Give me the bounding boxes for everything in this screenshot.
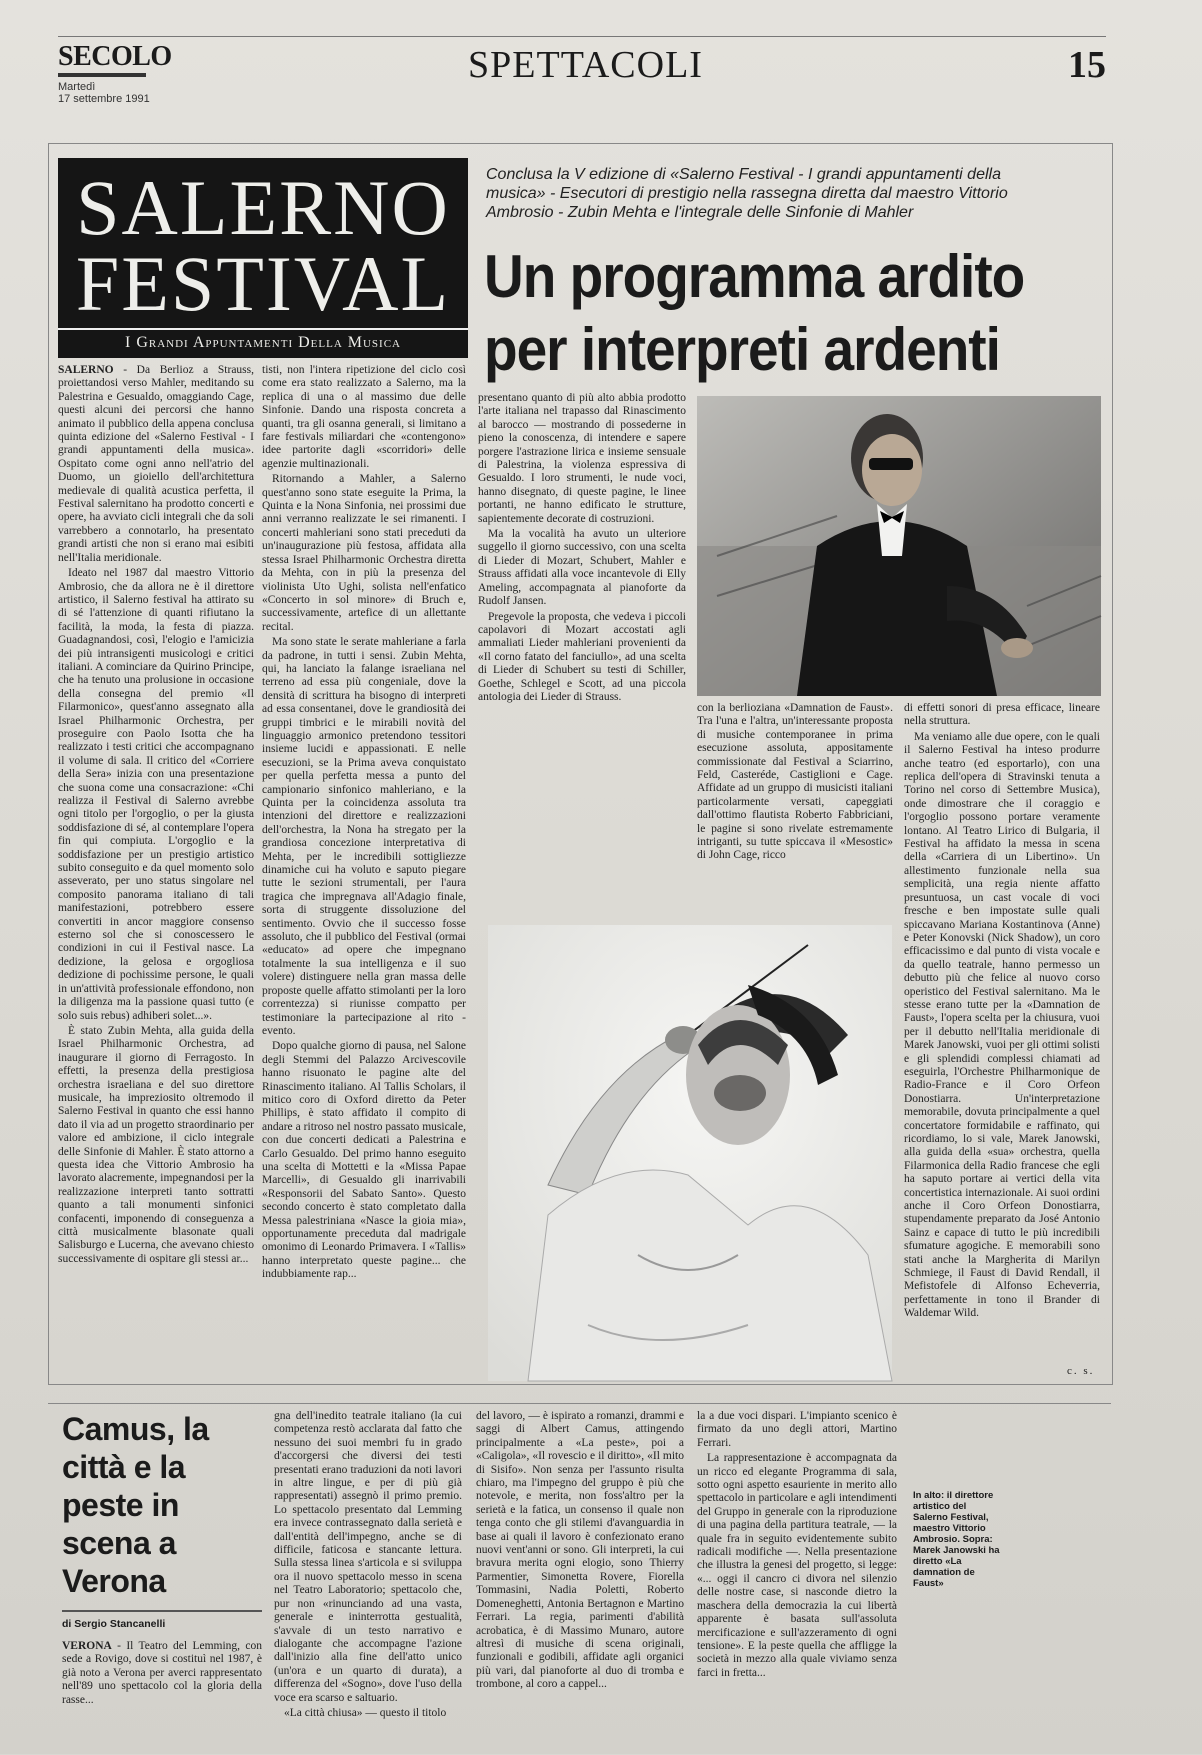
festival-logo-box bbox=[58, 158, 468, 358]
headline-line2: per interpreti ardenti bbox=[484, 314, 1000, 383]
article-column-2 bbox=[262, 364, 466, 1384]
camus-headline: Camus, la città e la peste in scena a Verona bbox=[62, 1411, 209, 1599]
article-column-1 bbox=[58, 364, 254, 1384]
article-paragraph: presentano quanto di più alto abbia prodotto l'arte italiana nel trapasso dal Rinascimento al barocco — mostrando di possederne in pieno la conoscenza, di intendere e sapere porgere l'astrazione lirica e insieme sensuale di Palestrina, la violenza espressiva di Gesualdo. I loro strumenti, le nude voci, hanno disegnato, di queste pagine, le linee portanti, ne hanno edificato le strutture, sapientemente decorate di costruzioni. bbox=[478, 392, 686, 525]
newspaper-logo: SECOLO bbox=[58, 41, 172, 72]
article-paragraph: Ma veniamo alle due opere, con le quali il Salerno Festival ha inteso produrre anche teatro (ed esportarlo), con una replica dell'opera di Stravinski tenuta a Torino nel corso di Settembre Musica), onde dimostrare che il coraggio e l'orgoglio possono portare veramente lontano. Al Teatro Lirico di Bulgaria, il Festival ha affidato la messa in scena della «Carriera di un Libertino». Un allestimento funzionale nella sua semplicità, una regia niente affatto presuntuosa, un cast vocale di voci fresche e ben impostate sulle quali spiccavano Mariana Kostantinova (Anne) e Peter Konovski (Nick Shadow), un coro efficacissimo e dal punto di vista vocale e da quello teatrale, hanno permesso un debutto più che felice al nuovo corso operistico del Festival salernitano. Ma le stesse erano tutte per la «Damnation de Faust», l'opera scelta per la chiusura, vuoi per il debutto nell'Italia meridionale di Marek Janowski, vuoi per gli ottimi solisti e gli splendidi complessi chiamati ad eseguirla, l'Orchestre Philharmonique de Radio-France e il Coro Orfeon Donostiarra. Un'interpretazione memorabile, dovuta principalmente a quel concertatore formidabile e raffinato, qui ricordiamo, lo si vale, Marek Janowski, alla guida della «sua» orchestra, quella Filarmonica della Radio francese che egli ha saputo portare ai vertici della vita concertistica internazionale. Ai suoi ordini anche il Coro Orfeon Donostiarra, stupendamente preparato da José Antonio Sainz e capace di tutto le più incredibili sfumature agogiche. E memorabili sono stati anche la Margherita di Marilyn Schmiege, il Faust di David Rendall, il Mefistofele di Alfonso Echeverria, perfettamente in tono il Brander di Waldemar Wild. bbox=[904, 730, 1100, 1320]
date-full: 17 settembre 1991 bbox=[58, 93, 150, 105]
photo-conductor bbox=[488, 925, 892, 1381]
camus-column-2 bbox=[274, 1410, 462, 1750]
author-signature: c. s. bbox=[1067, 1365, 1095, 1377]
headline-rule bbox=[62, 1610, 262, 1612]
page-number: 15 bbox=[1068, 44, 1106, 86]
article-paragraph: la a due voci dispari. L'impianto scenico è firmato da uno degli attori, Martino Ferrari. bbox=[697, 1410, 897, 1449]
article-column-4 bbox=[904, 702, 1100, 1382]
article-paragraph: È stato Zubin Mehta, alla guida della Israel Philharmonic Orchestra, ad inaugurare il giorno di Ferragosto. In effetti, la presenza della prestigiosa orchestra israeliana e del suo direttore musicale, ha impreziosito oltremodo il Salerno Festival in quanto che essi hanno dato il via ad un progetto straordinario per valore ed ambizione, il ciclo integrale delle Sinfonie di Mahler. È stato attorno a questa idea che Vittorio Ambrosio ha lavorato alacremente, impegnandosi per la realizzazione interpreti tanto sottratti quanto a tali monumenti sinfonici confacenti, imponendo di conseguenza a città musicalmente blasonate quali Salisburgo e Lucerna, che avevano chiesto successivamente di ospitare gli stessi ar... bbox=[58, 1024, 254, 1265]
article-column-3b bbox=[697, 702, 893, 912]
article-paragraph: di effetti sonori di presa efficace, lineare nella struttura. bbox=[904, 702, 1100, 728]
camus-column-4 bbox=[697, 1410, 897, 1750]
festival-logo-subtitle: I Grandi Appuntamenti Della Musica bbox=[58, 328, 468, 352]
article-paragraph: La rappresentazione è accompagnata da un ricco ed elegante Programma di sala, sotto ogni aspetto esauriente in merito allo spettacolo in particolare e agli intendimenti del Gruppo in generale con la riproduzione di una pagina della partitura teatrale, — la quale fra in seguito evidentemente subito radicali modifiche —. Nella presentazione che illustra la genesi del progetto, si legge: «... oggi il cancro ci divora nel silenzio delle nostre case, si nasconde dietro la maschera della democrazia la cui libertà apparente è basata sull'assoluta mercificazione e sull'azzeramento di ogni tensione». E la peste quella che affligge la società in mezzo alla quale viviamo senza farci in fretta... bbox=[697, 1452, 897, 1679]
article-kicker: Conclusa la V edizione di «Salerno Festival - I grandi appuntamenti della musica» - Esecutori di prestigio nella rassegna diretta dal maestro Vittorio Ambrosio - Zubin Mehta e l'integrale delle Sinfonie di Mahler bbox=[486, 166, 1008, 221]
masthead bbox=[58, 36, 1106, 105]
dateline: VERONA bbox=[62, 1640, 112, 1652]
photo-director-portrait bbox=[697, 396, 1101, 696]
article-paragraph: Dopo qualche giorno di pausa, nel Salone degli Stemmi del Palazzo Arcivescovile hanno risuonato le pagine alte del Rinascimento italiano. Al Tallis Scholars, il mitico coro di Oxford diretto da Peter Phillips, è stato affidato il compito di andare a ritroso nel nostro passato musicale, con due concerti dedicati a Palestrina e Carlo Gesualdo. Del primo hanno eseguito una scelta di Mottetti e la «Missa Papae Marcelli», di Gesualdo gli inarrivabili «Responsorii del Sabato Santo». Questo secondo concerto è stato completato dalla Messa palestriniana «Nasce la gioia mia», opportunamente preceduta dal madrigale omonimo di Leonardo Primavera. I «Tallis» hanno interpretato queste pagine... che indubbiamente rap... bbox=[262, 1040, 466, 1281]
issue-date bbox=[58, 81, 150, 105]
camus-column-3 bbox=[476, 1410, 684, 1750]
camus-byline: di Sergio Stancanelli bbox=[62, 1618, 166, 1630]
article-paragraph: SALERNO - Da Berlioz a Strauss, proiettandosi verso Mahler, meditando su Palestrina e Gesualdo, omaggiando Cage, questi alcuni dei percorsi che hanno animato il pubblico della appena conclusa quinta edizione del «Salerno Festival - I grandi appuntamenti della musica». Ospitato come ogni anno nell'atrio del Duomo, un gioiello dell'architettura medievale di qualità acustica perfetta, il Festival salernitano ha prodotto concerti e opere, ha avviato cicli integrali che da soli varrebbero a connotarlo, ha presentato grandi artisti che non si erano mai esibiti nell'Italia meridionale. bbox=[58, 364, 254, 564]
photo-caption: In alto: il direttore artistico del Salerno Festival, maestro Vittorio Ambrosio. Sopra: Marek Janowski ha diretto «La damnation de Faust» bbox=[913, 1490, 1000, 1589]
date-weekday: Martedì bbox=[58, 81, 96, 93]
camus-column-1 bbox=[62, 1640, 262, 1750]
article-paragraph: tisti, non l'intera ripetizione del ciclo così come era stato realizzato a Salerno, ma la replica di una o al massimo due delle Sinfonie. Dando una risposta concreta a quanti, tra gli osanna generali, si limitano a fare festivals miliardari che «contengono» idee partorite dagli «scorridori» delle agenzie multinazionali. bbox=[262, 364, 466, 470]
article-paragraph: Ritornando a Mahler, a Salerno quest'anno sono state eseguite la Prima, la Quinta e la Nona Sinfonia, nei prossimi due anni verranno realizzate le sei rimanenti. I concerti mahleriani sono stati preceduti da un'inaugurazione più festosa, affidata alla stessa Israel Philharmonic Orchestra diretta da Mehta, con in più la presenza del violinista Uto Ughi, solista nell'enfatico «Concerto in sol minore» di Bruch e, successivamente, artefice di un allettante recital. bbox=[262, 473, 466, 633]
article-paragraph: «La città chiusa» — questo il titolo bbox=[284, 1706, 447, 1719]
festival-logo-line1: SALERNO bbox=[76, 164, 450, 251]
portrait-illustration bbox=[697, 396, 1101, 696]
article-headline bbox=[484, 240, 1084, 385]
article-paragraph: Ma sono state le serate mahleriane a farla da padrone, in tutti i sensi. Zubin Mehta, qui, ha lanciato la falange israeliana nel terreno ad essa più congeniale, dove la densità di scrittura ha bisogno di interpreti ad essa consentanei, dove le grandiosità dei gruppi timbrici e le mirabili novità del linguaggio armonico pretendono tessitori insieme lucidi e appassionati. E nelle esecuzioni, se la Prima aveva conquistato per quella perfetta messa a punto del campionario sinfonico mahleriano, e la Quinta per la coincidenza assoluta tra intenzioni del direttore e realizzazioni dell'orchestra, la Nona ha stregato per la grandiosa concezione interpretativa di Mehta, per le incredibili sottigliezze dinamiche cui ha voluto e saputo piegare tutte le sezioni strumentali, per l'aura tragica che impregnava all'Adagio finale, sorta di struggente dissoluzione del sentimento. Ovvio che il successo fosse assoluto, che il pubblico del Festival (ormai «educato» ad opere che impegnano totalmente la sua intelligenza e il suo volere) distinguere nella gran massa delle proposte quelle affatto stimolanti per la loro correntezza) si riunisse compatto per testimoniare la partecipazione al rito - evento. bbox=[262, 636, 466, 1037]
article-paragraph: del lavoro, — è ispirato a romanzi, drammi e saggi di Albert Camus, attingendo principalmente a «La peste», poi a «Caligola», «Il rovescio e il diritto», «Il mito di Sisifo». Non senza per l'assunto risulta chiaro, ma l'impegno del gruppo è più che notevole, e merita, non foss'altro per la serietà e la fatica, un consenso il quale non tenga conto che gli stilemi d'avanguardia in base ai quali il lavoro è confezionato erano nuovi vent'anni or sono. Gli interpreti, la cui bravura merita ogni elogio, sono Thierry Parmentier, Simonetta Rovere, Fiorella Tommasini, Nadia Poletti, Roberto Domeneghetti, Antonia Bertagnon e Martino Ferrari. La regia, parimenti d'abilità acrobatica, è di Massimo Munaro, autore altresì di musiche di scena originali, funzionali e godibili, affidate agli organici più vari, dal pianoforte al duo di tromba e trombone, al coro a cappel... bbox=[476, 1410, 684, 1691]
article-paragraph: Ideato nel 1987 dal maestro Vittorio Ambrosio, che da allora ne è il direttore artistico, il Salerno festival ha attirato su di sé l'attenzione di quanti rifiutano la facilità, la moda, la festa di piazza. Guadagnandosi, così, l'elogio e l'amicizia dei più intransigenti musicologi e critici italiani. A cominciare da Quirino Principe, che ha tenuto una prolusione in occasione della consegna del premio «Il Filarmonico», quest'anno assegnato alla Israel Philharmonic Orchestra, per proseguire con Paolo Isotta che ha realizzato i testi critici che accompagnano il volume di sala. Il critico del «Corriere della Sera» inizia con una presentazione che suona come una consacrazione: «Chi realizza il Festival di Salerno avrebbe ogni titolo per l'orgoglio, o per la giusta soddisfazione di sé, al contemplare l'opera fin qui compiuta. L'orgoglio e la soddisfazione per un prestigio artistico subito conseguito e da quel momento solo asseverato, per uno status singolare nel composito panorama italiano di tali manifestazioni, potrebbero essere convertiti in ancor maggiore consenso esterno sol che si conoscessero le condizioni in cui il Festival nasce. La dedizione, la gelosa e orgogliosa dedizione di pochissime persone, le quali in un'attività professionale effondono, non la diligenza ma la passione quasi tutto (e solo suis rebus) adhiberi solet...». bbox=[58, 567, 254, 1022]
logo-underline bbox=[58, 73, 146, 77]
article-paragraph: Ma la vocalità ha avuto un ulteriore suggello il giorno successivo, con una scelta di Lieder di Mozart, Schubert, Mahler e Strauss affidati alla voce incantevole di Elly Ameling, accompagnata al pianoforte da Rudolf Jansen. bbox=[478, 528, 686, 608]
article-paragraph: gna dell'inedito teatrale italiano (la cui competenza restò acclarata dal fatto che nessuno dei suoi membri fu in grado d'accorgersi che diversi dei testi presentati erano traduzioni da noti lavori in altre lingue, e per di più già rappresentati) assegnò il primo premio. Lo spettacolo presentato dal Lemming era invece contrassegnato dalla serietà e dall'entità dell'impegno, anche se di difficile, faticosa e stancante lettura. Sulla stessa linea s'articola e si sviluppa ora il nuovo spettacolo messo in scena nel Teatro Laboratorio; spettacolo che, pur non «rinunciando ad una vasta, generale e ininterrotta gestualità, s'avvale di un testo narrativo e dialogante che accompagne l'azione dall'inizio alla fine dell'atto unico (un'ora e un quarto di durata), a differenza del «Sogno», dove l'uso della voce era scarso e saltuario. bbox=[274, 1410, 462, 1704]
festival-logo-line2: FESTIVAL bbox=[75, 240, 451, 327]
conductor-illustration bbox=[488, 925, 892, 1381]
article-column-3 bbox=[478, 392, 686, 703]
headline-line1: Un programma ardito bbox=[484, 242, 1025, 311]
article-paragraph: VERONA - Il Teatro del Lemming, con sede a Rovigo, dove si costituì nel 1987, è già noto a Verona per averci rappresentato nell'89 uno spettacolo col la gloria della rasse... bbox=[62, 1640, 262, 1706]
section-title: SPETTACOLI bbox=[468, 44, 703, 86]
dateline: SALERNO bbox=[58, 364, 114, 376]
article-paragraph: con la berlioziana «Damnation de Faust». Tra l'una e l'altra, un'interessante proposta di musiche contemporanee in prima esecuzione assoluta, appositamente commissionate dal Festival a Sciarrino, Feld, Casteréde, Castiglioni e Cage. Affidate ad un gruppo di musicisti italiani particolarmente versati, capeggiati dall'ottimo flautista Roberto Fabbriciani, le pagine si sono rivelate estremamente intriganti, su tutte spiccava il «Mesostic» di John Cage, ricco bbox=[697, 702, 893, 862]
article-paragraph: Pregevole la proposta, che vedeva i piccoli capolavori di Mozart accostati agli ammaliati Lieder mahleriani provenienti da «Il corno fatato del fanciullo», ad una scelta di Lieder di Schubert su testi di Schiller, Goethe, Schlegel e Scott, ad una piccola antologia dei Lieder di Strauss. bbox=[478, 610, 686, 703]
